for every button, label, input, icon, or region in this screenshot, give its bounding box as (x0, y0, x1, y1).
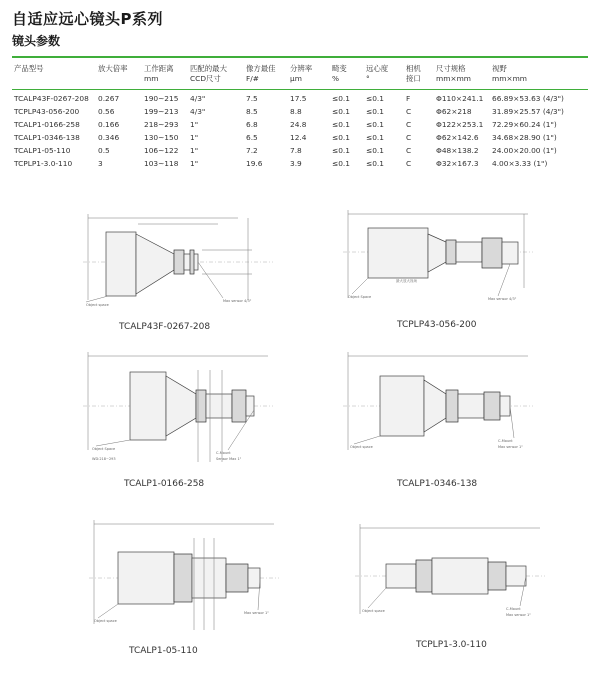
table-row (12, 145, 588, 158)
table-cell: 199~213 (144, 107, 179, 116)
table-cell: 1" (190, 146, 199, 155)
table-cell: C (406, 107, 412, 116)
table-cell: 103~118 (144, 159, 179, 168)
table-cell: 0.267 (98, 94, 120, 103)
svg-text:Max sensor 1": Max sensor 1" (506, 613, 531, 617)
table-cell: Φ62×142.6 (436, 133, 479, 142)
table-cell: 7.5 (246, 94, 258, 103)
svg-text:Sensor Max 1": Sensor Max 1" (216, 457, 242, 461)
svg-text:C-Mount: C-Mount (216, 451, 231, 455)
table-cell: 0.56 (98, 107, 115, 116)
drawing-tcalp1-05-110 (84, 518, 324, 638)
table-cell: ≤0.1 (332, 146, 350, 155)
svg-text:Max sensor 4/3": Max sensor 4/3" (488, 297, 517, 301)
drawing-tcalp1-0346-138 (338, 350, 578, 470)
table-cell: TCALP1-0346-138 (14, 133, 80, 142)
column-header-line: 尺寸规格 (436, 64, 466, 73)
table-cell: 1" (190, 159, 199, 168)
svg-text:最大放大视场: 最大放大视场 (396, 279, 417, 283)
caption-1: TCALP43F-0267-208 (119, 322, 211, 332)
svg-text:Object space: Object space (94, 619, 117, 623)
table-cell: 34.68×28.90 (1") (492, 133, 557, 142)
table-cell: 19.6 (246, 159, 263, 168)
svg-text:C-Mount: C-Mount (498, 439, 513, 443)
table-cell: TCALP43F-0267-208 (14, 94, 89, 103)
table-cell: ≤0.1 (366, 107, 384, 116)
column-header (490, 60, 588, 90)
table-cell: 1" (190, 120, 199, 129)
caption-3: TCALP1-0166-258 (124, 479, 205, 489)
table-cell: 6.8 (246, 120, 258, 129)
table-cell: 6.5 (246, 133, 258, 142)
section-title: 镜头参数 (12, 34, 61, 48)
svg-text:Object space: Object space (362, 609, 385, 613)
header-divider (12, 56, 588, 58)
table-cell: ≤0.1 (366, 120, 384, 129)
column-header (330, 60, 364, 90)
column-header-line: % (332, 74, 340, 83)
table-cell: ≤0.1 (366, 146, 384, 155)
column-header-line: mm×mm (436, 74, 471, 83)
svg-text:C-Mount: C-Mount (506, 607, 521, 611)
column-header-line: F/# (246, 74, 259, 83)
caption-2: TCPLP43-056-200 (397, 320, 477, 330)
table-cell: TCALP1-05-110 (14, 146, 71, 155)
svg-text:WD:218~293: WD:218~293 (92, 457, 116, 461)
table-cell: C (406, 146, 412, 155)
table-cell: 0.5 (98, 146, 110, 155)
svg-text:Object Space: Object Space (348, 295, 372, 299)
table-cell: 31.89×25.57 (4/3") (492, 107, 564, 116)
page-title: 自适应远心镜头P系列 (12, 10, 163, 28)
drawing-tcplp43-056-200 (338, 208, 578, 308)
svg-text:Max sensor 4/3": Max sensor 4/3" (223, 299, 252, 303)
table-cell: 190~215 (144, 94, 179, 103)
table-cell: 1" (190, 133, 199, 142)
table-header-row (12, 60, 588, 90)
table-cell: 12.4 (290, 133, 307, 142)
table-cell: 7.8 (290, 146, 302, 155)
drawings-area (0, 200, 600, 680)
table-cell: 3 (98, 159, 103, 168)
column-header-line: 产品型号 (14, 64, 44, 73)
table-cell: TCPLP1-3.0-110 (14, 159, 73, 168)
table-cell: ≤0.1 (332, 159, 350, 168)
table-cell: C (406, 120, 412, 129)
column-header-line: 像方最佳 (246, 64, 276, 73)
table-cell: 4/3" (190, 94, 206, 103)
table-cell: 24.00×20.00 (1") (492, 146, 557, 155)
caption-4: TCALP1-0346-138 (397, 479, 478, 489)
column-header-line: 工作距离 (144, 64, 174, 73)
table-cell: Φ122×253.1 (436, 120, 484, 129)
table-cell: 7.2 (246, 146, 258, 155)
table-cell: 24.8 (290, 120, 307, 129)
column-header-line: ° (366, 74, 370, 83)
table-cell: 17.5 (290, 94, 307, 103)
table-cell: 0.346 (98, 133, 120, 142)
table-cell: ≤0.1 (332, 120, 350, 129)
column-header-line: 放大倍率 (98, 64, 128, 73)
column-header-line: 远心度 (366, 64, 389, 73)
caption-6: TCPLP1-3.0-110 (416, 640, 487, 650)
column-header-line: 匹配的最大 (190, 64, 227, 73)
table-cell: TCALP1-0166-258 (14, 120, 80, 129)
column-header (364, 60, 404, 90)
document-header (12, 8, 163, 49)
column-header-line: mm×mm (492, 74, 527, 83)
svg-text:Object space: Object space (86, 303, 109, 307)
table-cell: 3.9 (290, 159, 302, 168)
column-header-line: 视野 (492, 64, 507, 73)
table-cell: Φ32×167.3 (436, 159, 479, 168)
column-header-line: 相机 (406, 64, 421, 73)
table-cell: ≤0.1 (332, 133, 350, 142)
table-cell: Φ48×138.2 (436, 146, 479, 155)
table-row (12, 158, 588, 171)
column-header-line: 接口 (406, 74, 421, 83)
table-cell: TCPLP43-056-200 (14, 107, 80, 116)
column-header (288, 60, 330, 90)
svg-text:Max sensor 1": Max sensor 1" (244, 611, 269, 615)
table-cell: 130~150 (144, 133, 179, 142)
table-cell: ≤0.1 (332, 94, 350, 103)
spec-table (12, 60, 588, 171)
drawing-tcalp43f-0267-208 (78, 210, 318, 310)
drawing-tcplp1-3-0-110 (350, 522, 590, 626)
table-row (12, 132, 588, 145)
column-header-line: μm (290, 74, 302, 83)
column-header (244, 60, 288, 90)
table-cell: C (406, 133, 412, 142)
table-cell: 8.5 (246, 107, 258, 116)
column-header (12, 60, 96, 90)
table-cell: F (406, 94, 411, 103)
table-cell: 72.29×60.24 (1") (492, 120, 557, 129)
column-header-line: 畸变 (332, 64, 347, 73)
column-header (142, 60, 188, 90)
caption-5: TCALP1-05-110 (129, 646, 198, 656)
column-header (434, 60, 490, 90)
table-cell: 8.8 (290, 107, 302, 116)
table-cell: 4/3" (190, 107, 206, 116)
svg-text:Max sensor 1": Max sensor 1" (498, 445, 523, 449)
table-cell: 106~122 (144, 146, 179, 155)
table-cell: Φ62×218 (436, 107, 472, 116)
svg-text:Object space: Object space (350, 445, 373, 449)
column-header-line: mm (144, 74, 159, 83)
table-cell: 218~293 (144, 120, 179, 129)
table-cell: 4.00×3.33 (1") (492, 159, 548, 168)
table-cell: ≤0.1 (366, 94, 384, 103)
drawing-tcalp1-0166-258 (78, 350, 318, 470)
table-cell: ≤0.1 (366, 159, 384, 168)
table-cell: 66.89×53.63 (4/3") (492, 94, 564, 103)
table-row (12, 90, 588, 106)
table-cell: 0.166 (98, 120, 120, 129)
column-header-line: CCD尺寸 (190, 74, 221, 83)
column-header (96, 60, 142, 90)
table-row (12, 106, 588, 119)
column-header (404, 60, 434, 90)
column-header (188, 60, 244, 90)
column-header-line: 分辨率 (290, 64, 313, 73)
table-cell: ≤0.1 (366, 133, 384, 142)
table-cell: ≤0.1 (332, 107, 350, 116)
svg-text:Object Space: Object Space (92, 447, 116, 451)
table-row (12, 119, 588, 132)
table-cell: C (406, 159, 412, 168)
table-cell: Φ110×241.1 (436, 94, 484, 103)
